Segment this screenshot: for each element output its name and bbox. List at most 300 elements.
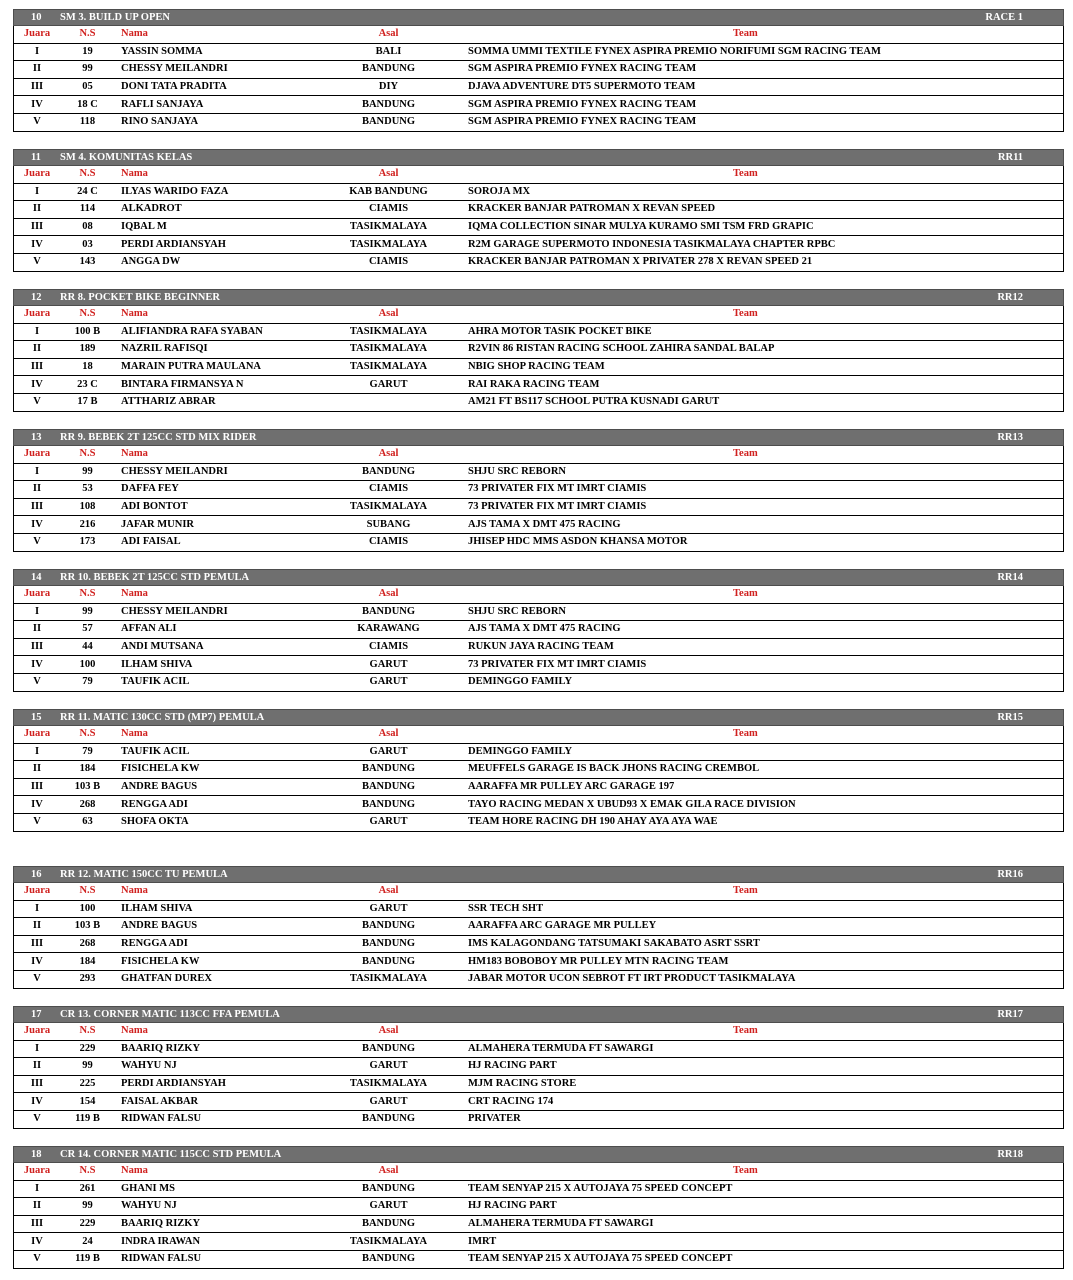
cell-juara: IV — [31, 378, 43, 390]
table-row — [14, 953, 1064, 971]
cell-nama: RIDWAN FALSU — [121, 1253, 202, 1265]
cell-asal: DIY — [378, 81, 399, 93]
col-ns: N.S — [79, 448, 96, 460]
cell-juara: IV — [31, 1095, 43, 1107]
cell-ns: 293 — [79, 973, 96, 985]
cell-nama: ATTHARIZ ABRAR — [121, 396, 216, 408]
col-team: Team — [733, 168, 758, 180]
cell-asal: BALI — [375, 45, 402, 57]
cell-juara: IV — [31, 658, 43, 670]
cell-nama: BAARIQ RIZKY — [121, 1218, 201, 1230]
table-row — [14, 201, 1064, 219]
cell-nama: MARAIN PUTRA MAULANA — [121, 361, 261, 373]
cell-juara: IV — [31, 238, 43, 250]
cell-ns: 79 — [82, 676, 93, 688]
column-header-row — [14, 726, 1064, 743]
col-ns: N.S — [79, 168, 96, 180]
race-title: RR 12. MATIC 150CC TU PEMULA — [60, 869, 228, 880]
cell-juara: I — [34, 902, 40, 914]
cell-ns: 99 — [82, 465, 93, 477]
col-asal: Asal — [378, 885, 399, 897]
race-code: RR16 — [997, 869, 1023, 880]
cell-ns: 18 — [82, 361, 93, 373]
cell-ns: 100 — [79, 658, 96, 670]
cell-asal: TASIKMALAYA — [349, 343, 428, 355]
cell-ns: 143 — [79, 256, 96, 268]
cell-asal: BANDUNG — [361, 955, 416, 967]
cell-juara: I — [34, 325, 40, 337]
cell-asal: TASIKMALAYA — [349, 1235, 428, 1247]
cell-juara: III — [30, 938, 44, 950]
cell-juara: III — [30, 81, 44, 93]
cell-ns: 119 B — [75, 1113, 100, 1125]
cell-juara: V — [33, 1113, 41, 1125]
cell-juara: V — [33, 1253, 41, 1265]
race-title: RR 10. BEBEK 2T 125CC STD PEMULA — [60, 572, 250, 583]
table-row — [14, 533, 1064, 551]
table-row — [14, 96, 1064, 114]
cell-asal: GARUT — [369, 676, 408, 688]
cell-team: KRACKER BANJAR PATROMAN X REVAN SPEED — [468, 203, 716, 215]
race-number: 13 — [31, 432, 42, 443]
results-table — [13, 586, 1064, 692]
cell-nama: ADI FAISAL — [121, 536, 181, 548]
col-juara: Juara — [23, 28, 51, 40]
cell-asal: GARUT — [369, 902, 408, 914]
cell-team: IMS KALAGONDANG TATSUMAKI SAKABATO ASRT SSRT — [468, 938, 760, 950]
table-row — [14, 481, 1064, 499]
cell-ns: 100 — [79, 902, 96, 914]
cell-nama: WAHYU NJ — [121, 1200, 177, 1212]
cell-team: IQMA COLLECTION SINAR MULYA KURAMO SMI TSM FRD GRAPIC — [468, 221, 814, 233]
cell-juara: III — [30, 361, 44, 373]
cell-team: 73 PRIVATER FIX MT IMRT CIAMIS — [468, 483, 647, 495]
cell-nama: GHATFAN DUREX — [121, 973, 212, 985]
cell-nama: AFFAN ALI — [121, 623, 177, 635]
cell-team: AJS TAMA X DMT 475 RACING — [468, 518, 621, 530]
cell-juara: III — [30, 641, 44, 653]
table-row — [14, 376, 1064, 394]
cell-juara: IV — [31, 798, 43, 810]
col-juara: Juara — [23, 728, 51, 740]
cell-ns: 184 — [79, 955, 96, 967]
cell-ns: 268 — [79, 938, 96, 950]
col-ns: N.S — [79, 28, 96, 40]
cell-juara: I — [34, 465, 40, 477]
cell-juara: II — [32, 1060, 42, 1072]
col-asal: Asal — [378, 1165, 399, 1177]
table-row — [14, 743, 1064, 761]
cell-ns: 229 — [79, 1218, 96, 1230]
race-header — [13, 569, 1064, 586]
table-row — [14, 341, 1064, 359]
cell-team: TEAM SENYAP 215 X AUTOJAYA 75 SPEED CONCEPT — [468, 1182, 733, 1194]
cell-juara: V — [33, 973, 41, 985]
cell-ns: 08 — [82, 221, 93, 233]
cell-asal: BANDUNG — [361, 63, 416, 75]
race-number: 11 — [31, 152, 41, 163]
cell-nama: BAARIQ RIZKY — [121, 1042, 201, 1054]
cell-ns: 99 — [82, 605, 93, 617]
results-table — [13, 1023, 1064, 1129]
cell-team: SGM ASPIRA PREMIO FYNEX RACING TEAM — [468, 116, 697, 128]
cell-team: NBIG SHOP RACING TEAM — [468, 361, 605, 373]
cell-team: TAYO RACING MEDAN X UBUD93 X EMAK GILA RACE DIVISION — [468, 798, 796, 810]
race-block — [13, 429, 1064, 552]
cell-ns: 114 — [79, 203, 96, 215]
cell-nama: JAFAR MUNIR — [121, 518, 195, 530]
cell-juara: II — [32, 203, 42, 215]
cell-ns: 108 — [79, 501, 96, 513]
cell-juara: II — [32, 763, 42, 775]
cell-asal: CIAMIS — [368, 256, 409, 268]
cell-ns: 184 — [79, 763, 96, 775]
column-header-row — [14, 446, 1064, 463]
cell-juara: V — [33, 396, 41, 408]
table-row — [14, 1075, 1064, 1093]
cell-nama: GHANI MS — [121, 1182, 175, 1194]
race-block — [13, 9, 1064, 132]
column-header-row — [14, 883, 1064, 900]
table-row — [14, 1250, 1064, 1268]
table-row — [14, 498, 1064, 516]
column-header-row — [14, 1163, 1064, 1180]
cell-nama: ILYAS WARIDO FAZA — [121, 185, 229, 197]
race-block — [13, 709, 1064, 832]
cell-juara: I — [34, 45, 40, 57]
race-block — [13, 149, 1064, 272]
cell-ns: 261 — [79, 1182, 96, 1194]
race-title: RR 9. BEBEK 2T 125CC STD MIX RIDER — [60, 432, 257, 443]
col-asal: Asal — [378, 28, 399, 40]
race-header — [13, 1006, 1064, 1023]
cell-ns: 79 — [82, 745, 93, 757]
col-asal: Asal — [378, 1025, 399, 1037]
cell-team: 73 PRIVATER FIX MT IMRT CIAMIS — [468, 501, 647, 513]
cell-juara: II — [32, 63, 42, 75]
cell-asal: KARAWANG — [357, 623, 420, 635]
cell-asal: BANDUNG — [361, 763, 416, 775]
cell-team: SHJU SRC REBORN — [468, 465, 567, 477]
table-row — [14, 603, 1064, 621]
cell-nama: CHESSY MEILANDRI — [121, 63, 228, 75]
cell-ns: 173 — [79, 536, 96, 548]
table-row — [14, 1215, 1064, 1233]
table-row — [14, 113, 1064, 131]
cell-nama: TAUFIK ACIL — [121, 745, 190, 757]
table-row — [14, 61, 1064, 79]
cell-team: KRACKER BANJAR PATROMAN X PRIVATER 278 X REVAN SPEED 21 — [468, 256, 813, 268]
race-number: 15 — [31, 712, 42, 723]
table-row — [14, 621, 1064, 639]
cell-team: R2M GARAGE SUPERMOTO INDONESIA TASIKMALAYA CHAPTER RPBC — [468, 238, 836, 250]
cell-team: MJM RACING STORE — [468, 1078, 577, 1090]
table-row — [14, 323, 1064, 341]
cell-nama: TAUFIK ACIL — [121, 676, 190, 688]
cell-team: SGM ASPIRA PREMIO FYNEX RACING TEAM — [468, 98, 697, 110]
cell-asal: TASIKMALAYA — [349, 325, 428, 337]
race-number: 14 — [31, 572, 42, 583]
col-team: Team — [733, 308, 758, 320]
cell-nama: ALIFIANDRA RAFA SYABAN — [121, 325, 263, 337]
cell-juara: III — [30, 781, 44, 793]
table-row — [14, 183, 1064, 201]
cell-juara: III — [30, 221, 44, 233]
cell-asal: BANDUNG — [361, 938, 416, 950]
cell-asal: TASIKMALAYA — [349, 973, 428, 985]
table-row — [14, 463, 1064, 481]
cell-juara: II — [32, 623, 42, 635]
cell-asal: SUBANG — [366, 518, 411, 530]
results-table — [13, 883, 1064, 989]
race-block — [13, 1006, 1064, 1129]
cell-team: DEMINGGO FAMILY — [468, 745, 573, 757]
cell-nama: IQBAL M — [121, 221, 167, 233]
cell-asal: GARUT — [369, 1095, 408, 1107]
cell-asal: BANDUNG — [361, 1253, 416, 1265]
cell-team: HJ RACING PART — [468, 1200, 557, 1212]
cell-nama: DAFFA FEY — [121, 483, 179, 495]
column-header-row — [14, 166, 1064, 183]
race-header — [13, 429, 1064, 446]
cell-nama: ALKADROT — [121, 203, 182, 215]
cell-ns: 44 — [82, 641, 93, 653]
cell-nama: ANDRE BAGUS — [121, 781, 198, 793]
results-table — [13, 306, 1064, 412]
race-title: SM 4. KOMUNITAS KELAS — [60, 152, 193, 163]
table-row — [14, 236, 1064, 254]
col-ns: N.S — [79, 885, 96, 897]
col-ns: N.S — [79, 308, 96, 320]
cell-ns: 18 C — [77, 98, 98, 110]
race-code: RR13 — [997, 432, 1023, 443]
cell-ns: 154 — [79, 1095, 96, 1107]
cell-juara: I — [34, 605, 40, 617]
cell-team: RAI RAKA RACING TEAM — [468, 378, 600, 390]
table-row — [14, 1040, 1064, 1058]
cell-ns: 268 — [79, 798, 96, 810]
col-team: Team — [733, 885, 758, 897]
col-nama: Nama — [121, 1025, 148, 1037]
cell-ns: 118 — [79, 116, 96, 128]
col-team: Team — [733, 28, 758, 40]
cell-team: JHISEP HDC MMS ASDON KHANSA MOTOR — [468, 536, 688, 548]
cell-ns: 57 — [82, 623, 93, 635]
race-code: RR14 — [997, 572, 1023, 583]
cell-juara: V — [33, 256, 41, 268]
cell-nama: ANDI MUTSANA — [121, 641, 204, 653]
results-table — [13, 1163, 1064, 1269]
cell-juara: IV — [31, 1235, 43, 1247]
cell-juara: II — [32, 343, 42, 355]
cell-nama: RINO SANJAYA — [121, 116, 199, 128]
cell-asal: BANDUNG — [361, 465, 416, 477]
race-header — [13, 1146, 1064, 1163]
col-nama: Nama — [121, 1165, 148, 1177]
cell-ns: 99 — [82, 1200, 93, 1212]
cell-team: AHRA MOTOR TASIK POCKET BIKE — [468, 325, 652, 337]
cell-nama: DONI TATA PRADITA — [121, 81, 227, 93]
cell-nama: RAFLI SANJAYA — [121, 98, 204, 110]
results-table — [13, 26, 1064, 132]
race-header — [13, 709, 1064, 726]
table-row — [14, 1198, 1064, 1216]
cell-ns: 03 — [82, 238, 93, 250]
column-header-row — [14, 26, 1064, 43]
cell-asal: GARUT — [369, 816, 408, 828]
table-row — [14, 253, 1064, 271]
cell-asal: CIAMIS — [368, 483, 409, 495]
cell-nama: YASSIN SOMMA — [121, 45, 203, 57]
cell-ns: 05 — [82, 81, 93, 93]
table-row — [14, 218, 1064, 236]
cell-team: AJS TAMA X DMT 475 RACING — [468, 623, 621, 635]
cell-ns: 63 — [82, 816, 93, 828]
cell-asal: BANDUNG — [361, 920, 416, 932]
cell-asal: BANDUNG — [361, 98, 416, 110]
cell-nama: CHESSY MEILANDRI — [121, 465, 228, 477]
col-team: Team — [733, 448, 758, 460]
col-nama: Nama — [121, 728, 148, 740]
table-row — [14, 516, 1064, 534]
cell-asal: BANDUNG — [361, 1113, 416, 1125]
col-team: Team — [733, 1025, 758, 1037]
cell-juara: II — [32, 1200, 42, 1212]
table-row — [14, 1180, 1064, 1198]
cell-ns: 24 C — [77, 185, 98, 197]
table-row — [14, 1093, 1064, 1111]
cell-asal: GARUT — [369, 745, 408, 757]
cell-asal: TASIKMALAYA — [349, 221, 428, 233]
cell-asal: CIAMIS — [368, 203, 409, 215]
cell-ns: 17 B — [77, 396, 98, 408]
cell-juara: V — [33, 676, 41, 688]
cell-juara: I — [34, 745, 40, 757]
col-nama: Nama — [121, 308, 148, 320]
table-row — [14, 796, 1064, 814]
cell-nama: FISICHELA KW — [121, 955, 200, 967]
cell-juara: V — [33, 816, 41, 828]
cell-juara: II — [32, 483, 42, 495]
race-block — [13, 866, 1064, 989]
table-row — [14, 970, 1064, 988]
race-code: RR18 — [997, 1149, 1023, 1160]
cell-asal: BANDUNG — [361, 798, 416, 810]
cell-nama: ADI BONTOT — [121, 501, 188, 513]
col-team: Team — [733, 728, 758, 740]
table-row — [14, 358, 1064, 376]
cell-team: PRIVATER — [468, 1113, 521, 1125]
col-juara: Juara — [23, 168, 51, 180]
table-row — [14, 935, 1064, 953]
cell-ns: 99 — [82, 63, 93, 75]
cell-asal: BANDUNG — [361, 781, 416, 793]
table-row — [14, 78, 1064, 96]
cell-ns: 119 B — [75, 1253, 100, 1265]
cell-team: SHJU SRC REBORN — [468, 605, 567, 617]
col-team: Team — [733, 588, 758, 600]
cell-nama: RIDWAN FALSU — [121, 1113, 202, 1125]
cell-asal: GARUT — [369, 658, 408, 670]
cell-team: CRT RACING 174 — [468, 1095, 554, 1107]
cell-ns: 225 — [79, 1078, 96, 1090]
col-asal: Asal — [378, 168, 399, 180]
race-header — [13, 866, 1064, 883]
col-asal: Asal — [378, 728, 399, 740]
cell-team: JABAR MOTOR UCON SEBROT FT IRT PRODUCT TASIKMALAYA — [468, 973, 796, 985]
cell-team: TEAM HORE RACING DH 190 AHAY AYA AYA WAE — [468, 816, 718, 828]
cell-ns: 229 — [79, 1042, 96, 1054]
race-number: 12 — [31, 292, 42, 303]
table-row — [14, 393, 1064, 411]
table-row — [14, 813, 1064, 831]
cell-ns: 24 — [82, 1235, 93, 1247]
cell-team: 73 PRIVATER FIX MT IMRT CIAMIS — [468, 658, 647, 670]
table-row — [14, 1110, 1064, 1128]
cell-ns: 53 — [82, 483, 93, 495]
cell-asal: CIAMIS — [368, 536, 409, 548]
race-title: CR 13. CORNER MATIC 113CC FFA PEMULA — [60, 1009, 280, 1020]
cell-asal: BANDUNG — [361, 605, 416, 617]
table-row — [14, 761, 1064, 779]
col-nama: Nama — [121, 28, 148, 40]
cell-team: DJAVA ADVENTURE DT5 SUPERMOTO TEAM — [468, 81, 696, 93]
race-number: 16 — [31, 869, 42, 880]
cell-ns: 103 B — [74, 920, 101, 932]
column-header-row — [14, 586, 1064, 603]
race-title: SM 3. BUILD UP OPEN — [60, 12, 170, 23]
table-row — [14, 900, 1064, 918]
col-nama: Nama — [121, 168, 148, 180]
cell-asal: CIAMIS — [368, 641, 409, 653]
results-table — [13, 446, 1064, 552]
cell-team: ALMAHERA TERMUDA FT SAWARGI — [468, 1042, 654, 1054]
race-header — [13, 289, 1064, 306]
cell-team: AARAFFA MR PULLEY ARC GARAGE 197 — [468, 781, 675, 793]
table-row — [14, 1233, 1064, 1251]
column-header-row — [14, 306, 1064, 323]
results-table — [13, 166, 1064, 272]
cell-nama: SHOFA OKTA — [121, 816, 189, 828]
cell-ns: 99 — [82, 1060, 93, 1072]
race-title: RR 8. POCKET BIKE BEGINNER — [60, 292, 220, 303]
results-table — [13, 726, 1064, 832]
col-juara: Juara — [23, 1165, 51, 1177]
cell-nama: NAZRIL RAFISQI — [121, 343, 208, 355]
cell-juara: I — [34, 1042, 40, 1054]
race-number: 18 — [31, 1149, 42, 1160]
cell-team: HM183 BOBOBOY MR PULLEY MTN RACING TEAM — [468, 955, 729, 967]
cell-asal: KAB BANDUNG — [349, 185, 428, 197]
column-header-row — [14, 1023, 1064, 1040]
cell-juara: IV — [31, 98, 43, 110]
cell-asal: GARUT — [369, 378, 408, 390]
table-row — [14, 638, 1064, 656]
cell-nama: ILHAM SHIVA — [121, 658, 193, 670]
cell-juara: I — [34, 1182, 40, 1194]
cell-nama: ILHAM SHIVA — [121, 902, 193, 914]
cell-asal: BANDUNG — [361, 116, 416, 128]
table-row — [14, 778, 1064, 796]
col-asal: Asal — [378, 588, 399, 600]
col-ns: N.S — [79, 1025, 96, 1037]
cell-asal: BANDUNG — [361, 1182, 416, 1194]
table-row — [14, 918, 1064, 936]
cell-asal: TASIKMALAYA — [349, 361, 428, 373]
cell-asal: BANDUNG — [361, 1218, 416, 1230]
race-code: RR17 — [997, 1009, 1023, 1020]
race-block — [13, 569, 1064, 692]
